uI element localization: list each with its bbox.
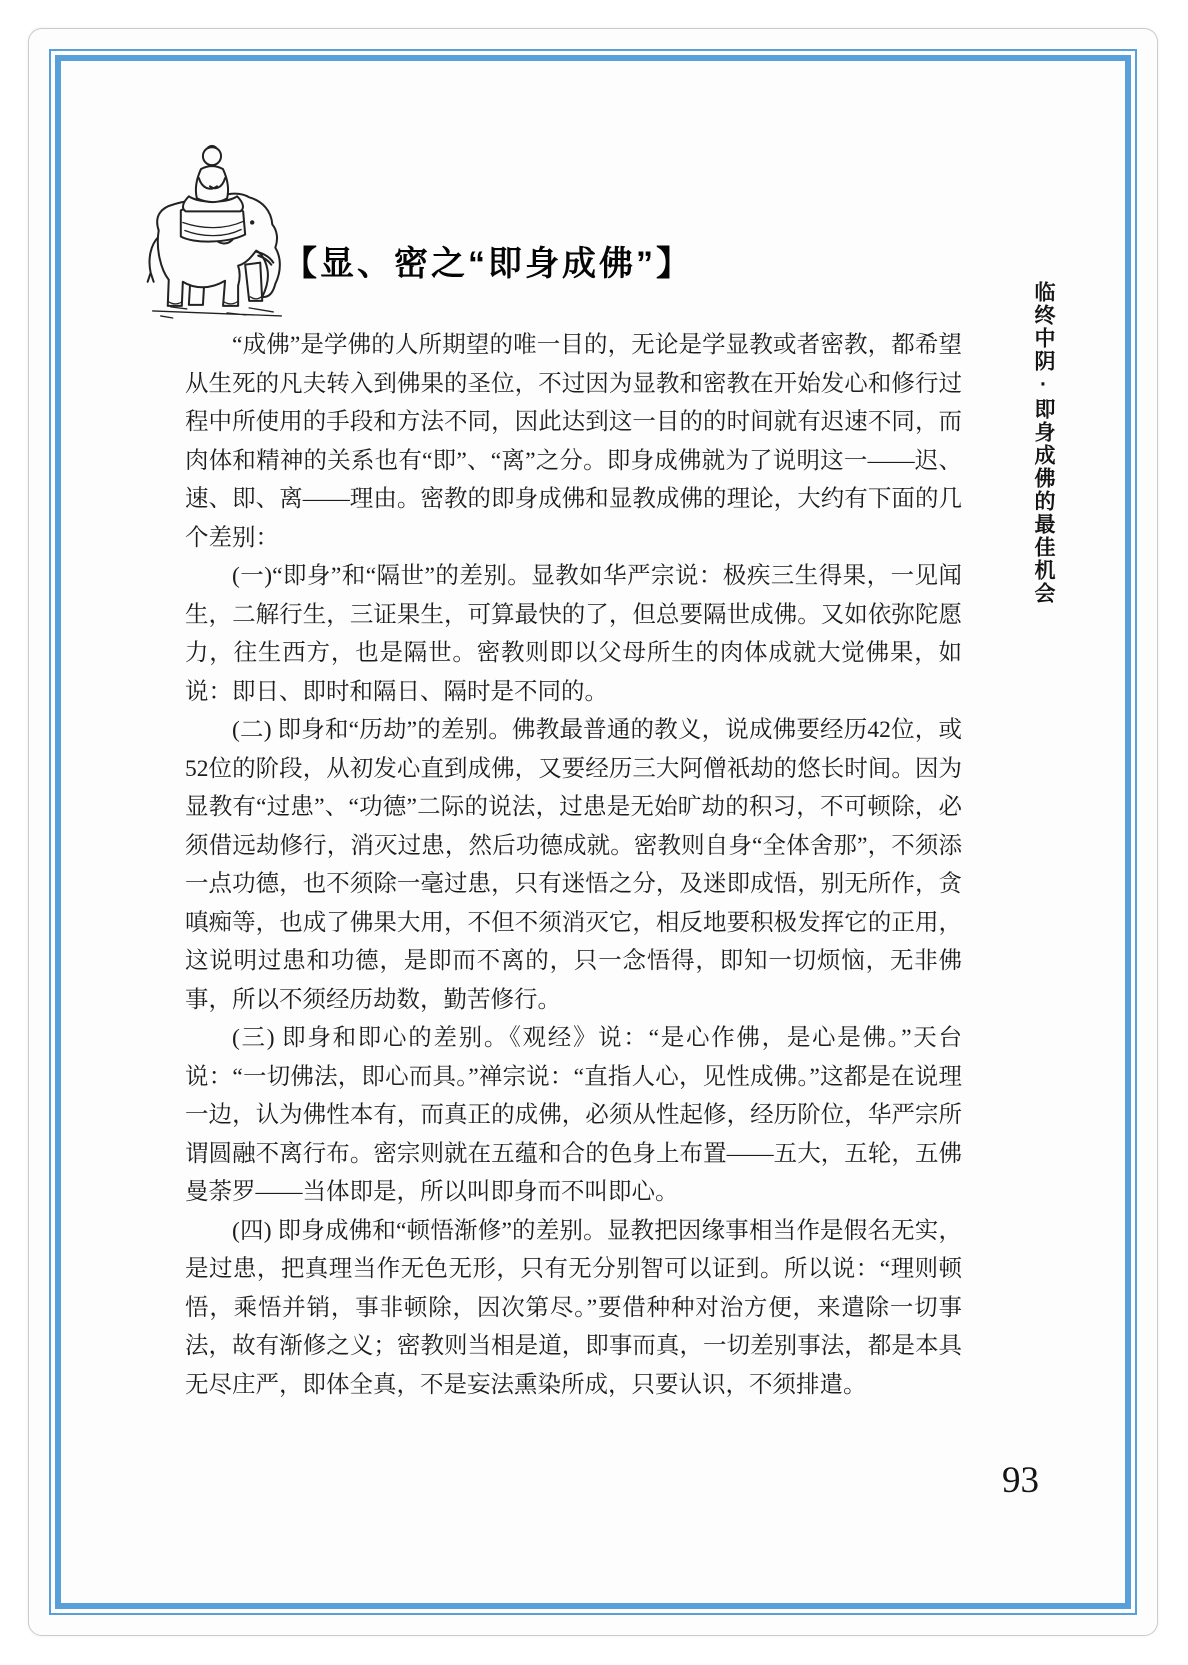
margin-vertical-label: 临终中阴·即身成佛的最佳机会	[1032, 281, 1055, 605]
monk-on-elephant-illustration	[130, 138, 302, 324]
paragraph: (二) 即身和“历劫”的差别。佛教最普通的教义，说成佛要经历42位，或52位的阶段，从初发心直到成佛，又要经历三大阿僧祇劫的悠长时间。因为显教有“过患”、“功德”二际的说法，过患是无始旷劫的积习，不可顿除，必须借远劫修行，消灭过患，然后功德成就。密教则自身“全体舍那”，不须添一点功德，也不须除一毫过患，只有迷悟之分，及迷即成悟，别无所作，贪嗔痴等，也成了佛果大用，不但不须消灭它，相反地要积极发挥它的正用，这说明过患和功德，是即而不离的，只一念悟得，即知一切烦恼，无非佛事，所以不须经历劫数，勤苦修行。	[185, 717, 962, 1013]
page-number: 93	[1002, 1460, 1039, 1501]
article-body	[185, 326, 962, 1404]
paragraph: (一)“即身”和“隔世”的差别。显教如华严宗说：极疾三生得果，一见闻生，二解行生，三证果生，可算最快的了，但总要隔世成佛。又如依弥陀愿力，往生西方，也是隔世。密教则即以父母所生的肉体成就大觉佛果，如说：即日、即时和隔日、隔时是不同的。	[185, 563, 962, 705]
paragraph: (三) 即身和即心的差别。《观经》说：“是心作佛，是心是佛。”天台说：“一切佛法，即心而具。”禅宗说：“直指人心，见性成佛。”这都是在说理一边，认为佛性本有，而真正的成佛，必须从性起修，经历阶位，华严宗所谓圆融不离行布。密宗则就在五蕴和合的色身上布置——五大，五轮，五佛曼荼罗——当体即是，所以叫即身而不叫即心。	[185, 1025, 962, 1205]
chapter-title: 【显、密之“即身成佛”】	[283, 245, 693, 283]
paragraph: “成佛”是学佛的人所期望的唯一目的，无论是学显教或者密教，都希望从生死的凡夫转入到佛果的圣位，不过因为显教和密教在开始发心和修行过程中所使用的手段和方法不同，因此达到这一目的的时间就有迟速不同，而肉体和精神的关系也有“即”、“离”之分。即身成佛就为了说明这一——迟、速、即、离——理由。密教的即身成佛和显教成佛的理论，大约有下面的几个差别：	[185, 332, 962, 551]
paragraph: (四) 即身成佛和“顿悟渐修”的差别。显教把因缘事相当作是假名无实，是过患，把真理当作无色无形，只有无分别智可以证到。所以说：“理则顿悟，乘悟并销，事非顿除，因次第尽。”要借种种对治方便，来遣除一切事法，故有渐修之义；密教则当相是道，即事而真，一切差别事法，都是本具无尽庄严，即体全真，不是妄法熏染所成，只要认识，不须排遣。	[185, 1217, 962, 1398]
